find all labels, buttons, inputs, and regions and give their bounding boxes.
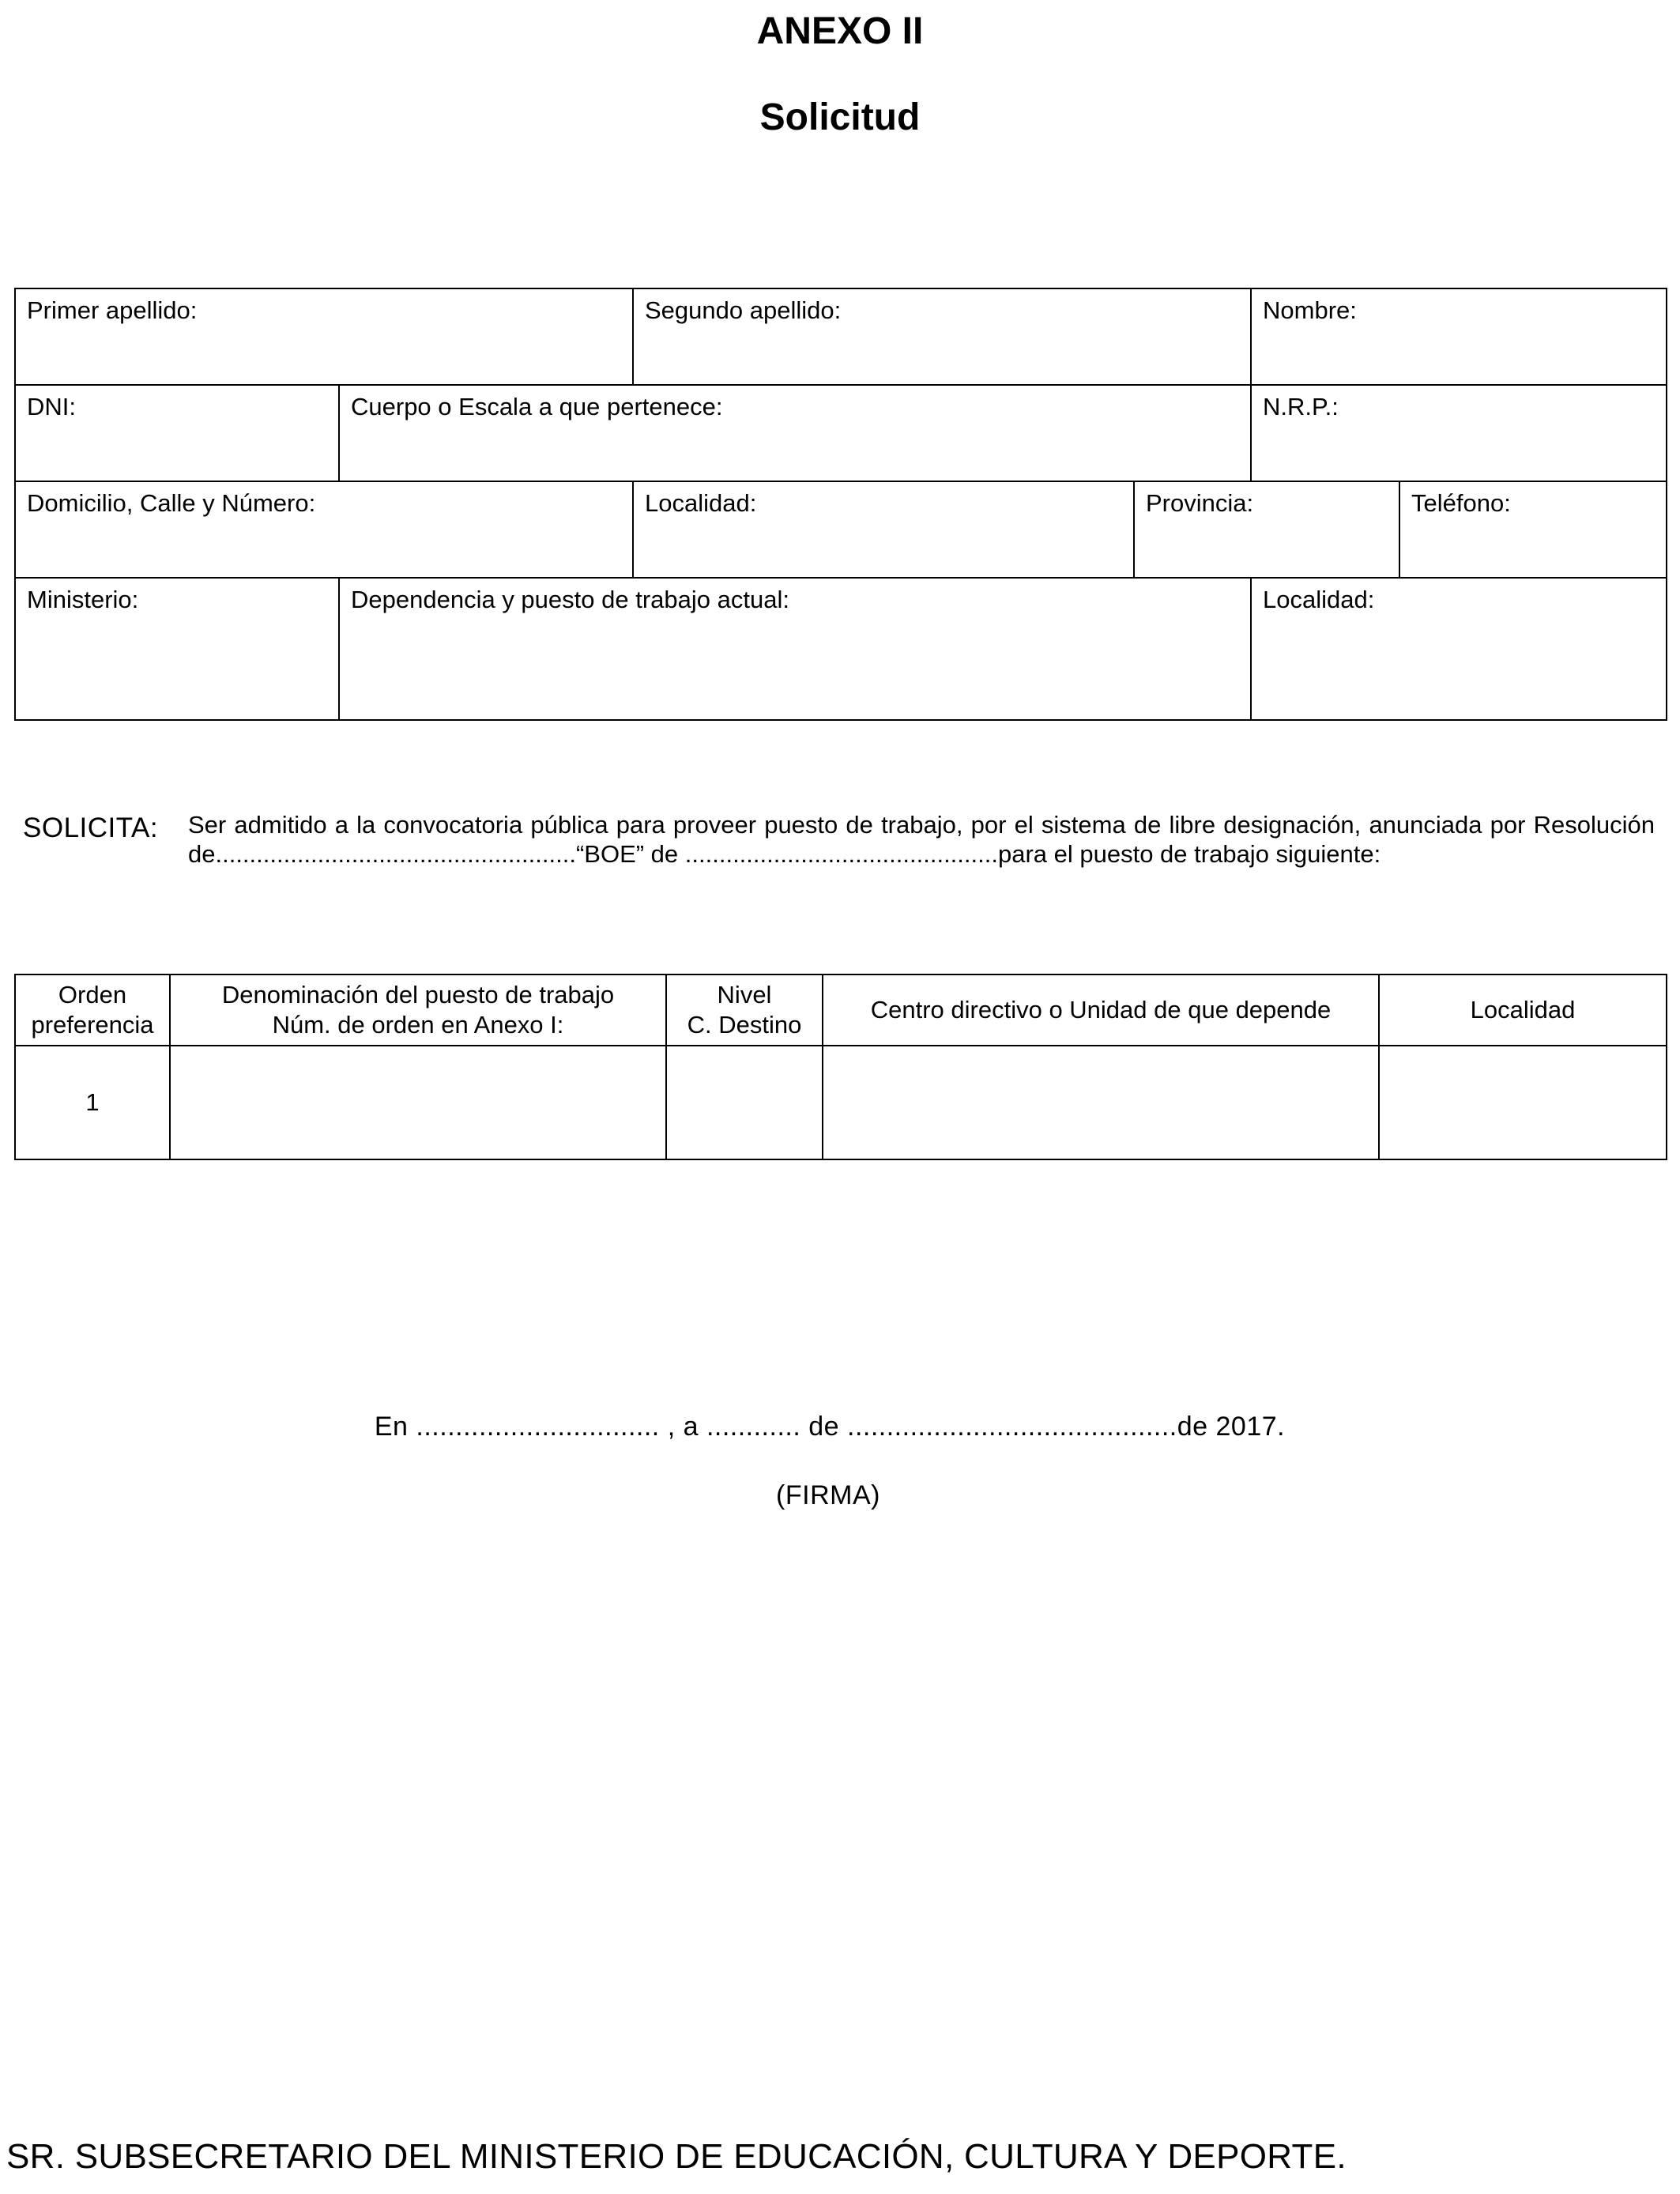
dependencia-label: Dependencia y puesto de trabajo actual:	[351, 586, 789, 613]
cell-orden: 1	[15, 1046, 170, 1159]
header-orden-line1: Orden	[58, 981, 127, 1009]
document-title: Solicitud	[759, 96, 921, 138]
telefono-label: Teléfono:	[1411, 489, 1511, 517]
primer-apellido-field[interactable]	[15, 288, 633, 385]
cell-centro[interactable]	[823, 1046, 1379, 1159]
localidad-actual-field[interactable]	[1251, 578, 1667, 720]
table-row	[15, 1046, 1667, 1159]
localidad-actual-label: Localidad:	[1263, 586, 1375, 613]
dependencia-field[interactable]	[339, 578, 1251, 720]
table-header-row	[15, 974, 1667, 1046]
header-nivel	[666, 974, 823, 1046]
nrp-label: N.R.P.:	[1263, 393, 1339, 420]
provincia-label: Provincia:	[1146, 489, 1254, 517]
cuerpo-escala-field[interactable]	[339, 385, 1251, 481]
header-nivel-line2: C. Destino	[687, 1011, 802, 1039]
header-nivel-line1: Nivel	[717, 981, 772, 1009]
provincia-field[interactable]	[1134, 481, 1399, 578]
cell-localidad[interactable]	[1379, 1046, 1667, 1159]
annex-title: ANEXO II	[756, 10, 924, 52]
primer-apellido-label: Primer apellido:	[27, 296, 198, 324]
cuerpo-escala-label: Cuerpo o Escala a que pertenece:	[351, 393, 723, 420]
segundo-apellido-field[interactable]	[633, 288, 1251, 385]
header-centro: Centro directivo o Unidad de que depende	[823, 974, 1379, 1046]
cell-denominacion[interactable]	[170, 1046, 666, 1159]
telefono-field[interactable]	[1399, 481, 1667, 578]
signature-label: (FIRMA)	[776, 1480, 880, 1510]
solicita-text: Ser admitido a la convocatoria pública para proveer puesto de trabajo, por el sistema de libre designación, anunciada por Resolución de.....................................................“BOE” de ..............................................para el puesto de trabajo siguiente:	[188, 811, 1655, 868]
nombre-label: Nombre:	[1263, 296, 1357, 324]
nombre-field[interactable]	[1251, 288, 1667, 385]
personal-data-form	[14, 288, 1667, 721]
header-orden	[15, 974, 170, 1046]
addressee: SR. SUBSECRETARIO DEL MINISTERIO DE EDUCACIÓN, CULTURA Y DEPORTE.	[6, 2137, 1347, 2176]
solicita-label: SOLICITA:	[23, 812, 159, 843]
positions-table	[14, 974, 1667, 1160]
localidad-field[interactable]	[633, 481, 1134, 578]
header-orden-line2: preferencia	[31, 1011, 154, 1039]
dni-label: DNI:	[27, 393, 76, 420]
ministerio-field[interactable]	[15, 578, 339, 720]
nrp-field[interactable]	[1251, 385, 1667, 481]
segundo-apellido-label: Segundo apellido:	[645, 296, 842, 324]
header-denominacion-line2: Núm. de orden en Anexo I:	[272, 1011, 564, 1039]
header-denominacion	[170, 974, 666, 1046]
place-date-line: En ............................... , a ............ de ..........................................de 2017.	[374, 1412, 1286, 1442]
header-localidad: Localidad	[1379, 974, 1667, 1046]
cell-nivel[interactable]	[666, 1046, 823, 1159]
header-denominacion-line1: Denominación del puesto de trabajo	[221, 981, 615, 1009]
ministerio-label: Ministerio:	[27, 586, 139, 613]
localidad-label: Localidad:	[645, 489, 757, 517]
domicilio-field[interactable]	[15, 481, 633, 578]
domicilio-label: Domicilio, Calle y Número:	[27, 489, 316, 517]
dni-field[interactable]	[15, 385, 339, 481]
